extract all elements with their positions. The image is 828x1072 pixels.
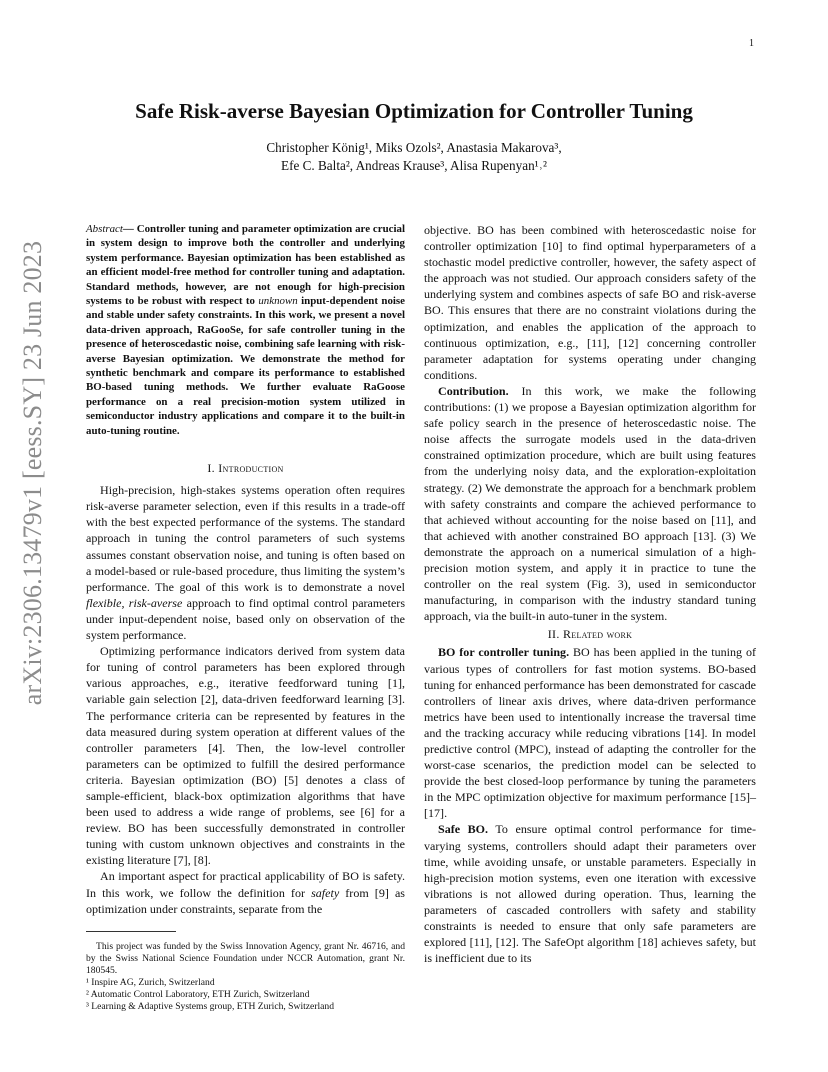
bo-tuning-label: BO for controller tuning. [438,645,570,660]
authors-line-1: Christopher König¹, Miks Ozols², Anastasia Makarova³, [266,140,562,155]
abstract-text-b: input-dependent noise and stable under safety constraints. In this work, we present a novel data-driven approach, RaGooSe, for safe controller tuning in the presence of heteroscedastic noise, combining safe learning with risk-averse Bayesian optimization. We demonstrate the method for synthetic benchmark and compare its performance to established BO-based tuning methods. We further evaluate RaGoose performance on a real precision-motion system utilized in semiconductor industry applications and compare it to the built-in auto-tuning routine. [86,295,405,437]
safe-bo-label: Safe BO. [438,822,489,837]
intro-p3-b: from [9] as optimization under constraints, separate from the [86,885,405,916]
safe-bo-paragraph [424,821,756,966]
arxiv-sidebar [13,240,53,706]
abstract-text-a: Controller tuning and parameter optimization are crucial in system design to improve both the controller and underlying system performance. Bayesian optimization has been established as an efficient model-free method for controller tuning and adaptation. Standard methods, however, are not enough for high-precision systems to be robust with respect to [86,223,405,308]
abstract-unknown: unknown [258,295,298,308]
footnote-1: ¹ Inspire AG, Zurich, Switzerland [86,977,215,988]
safe-bo-text: To ensure optimal control performance for time-varying systems, controllers should adapt their parameters over time, while avoiding unsafe, or unstable parameters. Especially in high-precision motion systems, even one iteration with excessive vibrations is not allowed during operation. Thus, learning the parameters of cascaded controllers with safety and stability constraints is needed to ensure that only safe parameters are explored [11], [12]. The SafeOpt algorithm [18] achieves safety, but is inefficient due to its [424,822,756,966]
right-paragraph-1: objective. BO has been combined with heteroscedastic noise for controller optimization [10] to find optimal hyperparameters of a stochastic model predictive controller, however, the safety aspect of the approach was not studied. Our approach considers safety of the underlying system and combines aspects of safe BO and risk-averse BO. This ensures that there are no constraint violations during the optimization, and enables the application of the approach to continuous optimization, e.g., [11], [12] concerning controller parameter adaptation for systems operating under changing conditions. [424,223,756,382]
intro-p3-em: safety [311,885,340,900]
contribution-label: Contribution. [438,383,509,398]
footnote-2: ² Automatic Control Laboratory, ETH Zurich, Switzerland [86,989,310,1000]
footnote-rule [86,931,176,932]
footnotes [86,941,405,1013]
funding-note: This project was funded by the Swiss Innovation Agency, grant Nr. 46716, and by the Swiss National Science Foundation under NCCR Automation, grant Nr. 180545. [86,941,405,976]
section-heading-related-work: II. Related work [547,627,633,642]
contribution-text: In this work, we make the following contributions: (1) we propose a Bayesian optimization algorithm for safe policy search in the presence of heteroscedastic noise. The noise affects the surrogate models used in the data-driven constrained optimization procedure, which are built using features from the underlying noisy data, and the exploration-exploitation strategy. (2) We demonstrate the approach for a benchmark problem with safety constraints and compare the achieved performance to that achieved without accounting for the noise based on [11], and that achieved with another constrained BO approach [13]. (3) We demonstrate the approach on a numerical simulation of a high-precision motion system, and apply it in practice to tune the controller on the real system (Fig. 3), used in semiconductor manufacturing, in comparison with the industry standard tuning approach, via the built-in auto-tuner in the system. [424,383,756,624]
intro-p3-a: An important aspect for practical applicability of BO is safety. In this work, we follow the definition for [86,869,405,900]
bo-tuning-text: BO has been applied in the tuning of various types of controllers for fast motion systems. BO-based tuning for enhanced performance has been demonstrated for cascade controllers of linear axis drives, where data-driven performance metrics have been used to intentionally increase the traversal time and the tracking accuracy while reducing vibrations [14]. In model predictive control (MPC), instead of adapting the controller for the worst-case scenarios, the prediction model can be selected to provide the best closed-loop performance by tuning the parameters in the MPC optimization objective for maximum performance [15]–[17]. [424,645,756,821]
intro-paragraph-2: Optimizing performance indicators derived from system data for tuning of control parameters has been explored through various approaches, e.g., iterative feedforward tuning [1], variable gain selection [2], data-driven feedforward learning [3]. The performance criteria can be represented by features in the data measured during system operation at different values of the controller parameters [4]. Then, the low-level controller parameters can be optimized to fulfill the desired performance criteria. Bayesian optimization (BO) [5] denotes a class of sample-efficient, black-box optimization algorithms that have been used to address a wide range of problems, see [6] for a review. BO has been successfully demonstrated in controller tuning with custom unknown objectives and constraints in the existing literature [7], [8]. [86,644,405,868]
footnote-3: ³ Learning & Adaptive Systems group, ETH Zurich, Switzerland [86,1001,334,1012]
intro-paragraph-1 [86,482,405,643]
abstract [86,222,405,438]
bo-tuning-paragraph [424,644,756,821]
intro-p1-em: flexible, risk-averse [86,595,183,610]
intro-paragraph-3 [86,868,405,916]
right-column [424,222,756,966]
paper-title: Safe Risk-averse Bayesian Optimization for Controller Tuning [135,99,693,123]
abstract-label: Abstract [86,223,123,235]
intro-p1-b: approach to find optimal control parameters under input-dependent noise, based only on observation of the system performance. [86,595,406,643]
contribution-paragraph [424,383,756,624]
author-list [0,139,828,175]
page-number: 1 [749,38,754,49]
abstract-dash: — [122,223,137,235]
left-column [86,222,405,917]
intro-p1-a: High-precision, high-stakes systems operation often requires risk-averse parameter selection, even if this results in a trade-off with the best expected performance of the systems. The standard approach in tuning the control parameters of such systems assumes constant observation noise, and tuning is often based on a model-based or rule-based procedure, thus limiting the system’s performance. The goal of this work is to demonstrate a novel [86,483,405,594]
authors-line-2: Efe C. Balta², Andreas Krause³, Alisa Rupenyan¹˒² [281,158,547,173]
arxiv-identifier: arXiv:2306.13479v1 [eess.SY] 23 Jun 2023 [18,240,47,706]
section-heading-introduction: I. Introduction [207,461,284,476]
